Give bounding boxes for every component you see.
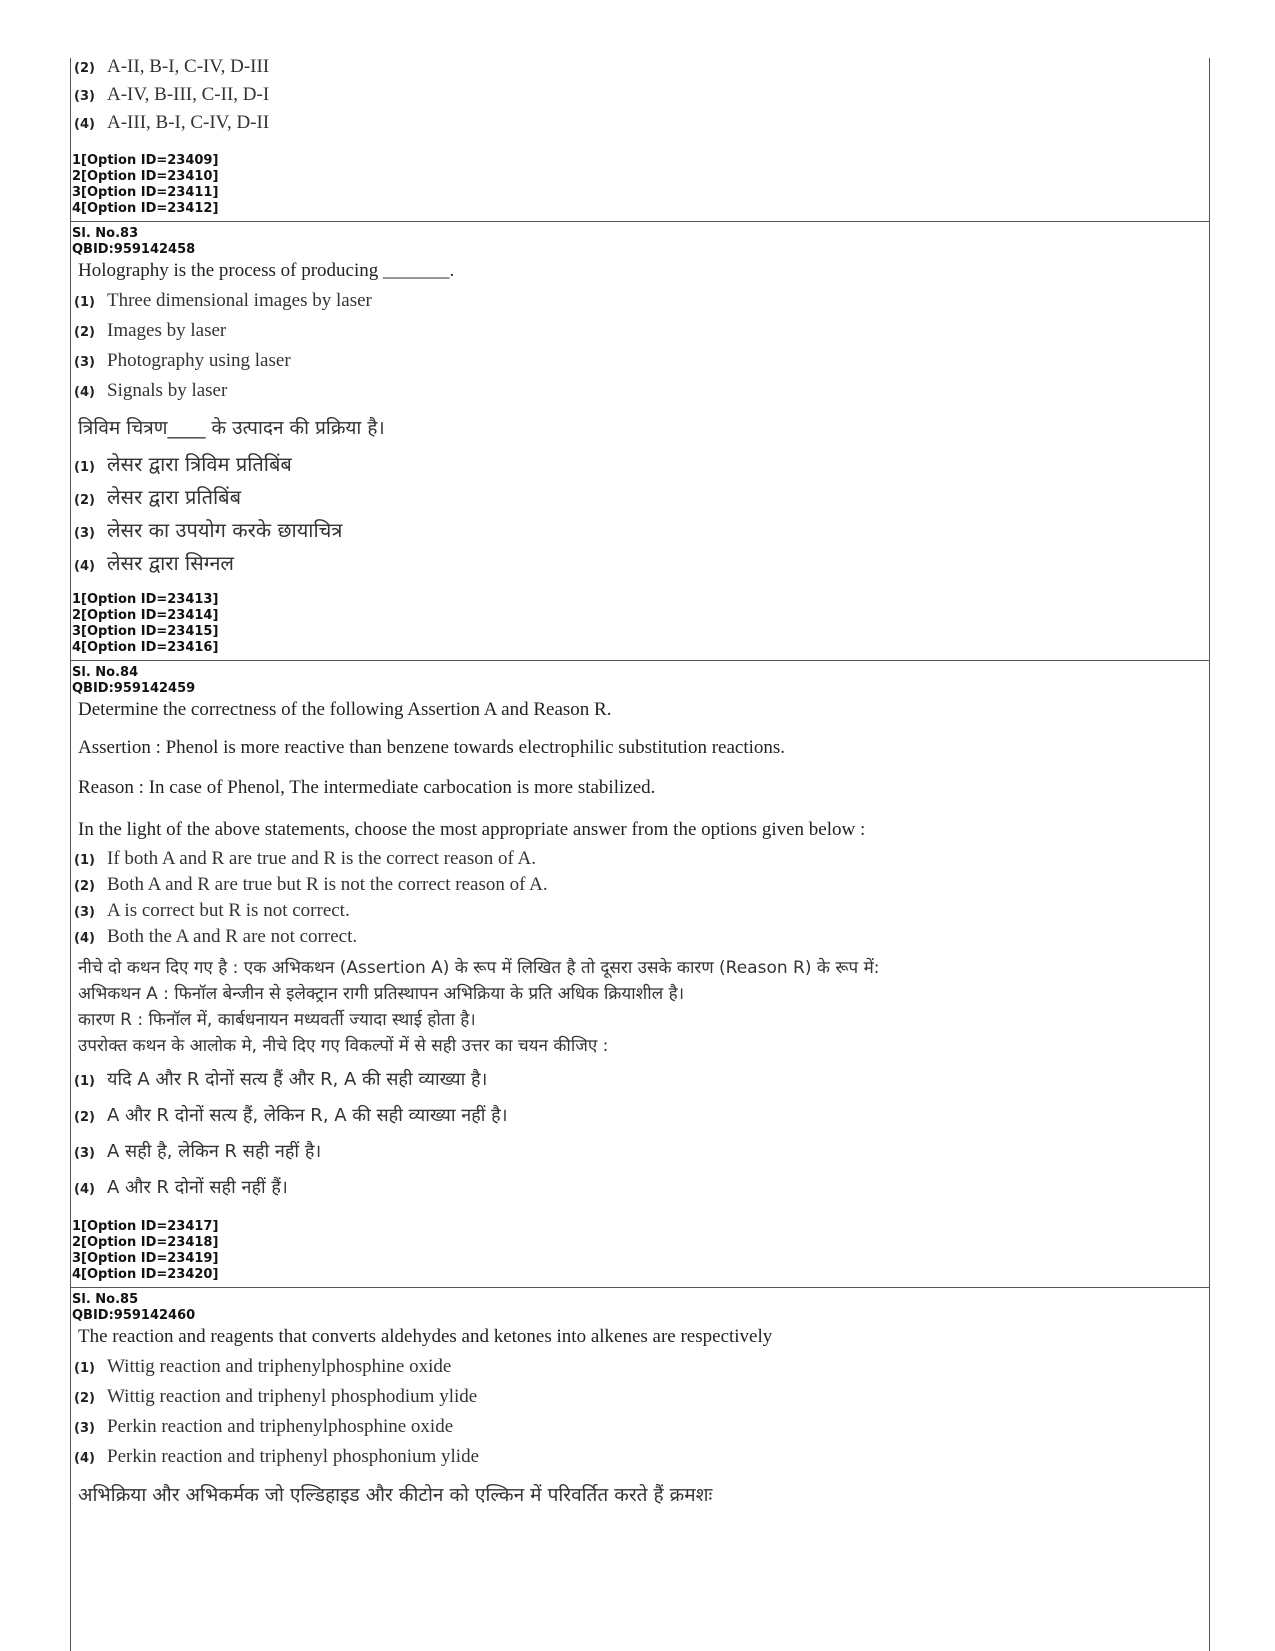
question-divider: [70, 1287, 1210, 1288]
option-3: (3) A-IV, B-III, C-II, D-I: [74, 84, 270, 105]
option-4-hindi: (4) लेसर द्वारा सिग्नल: [74, 551, 234, 575]
question-header: Sl. No.83 QBID:959142458: [72, 226, 196, 257]
option-3: (3) A is correct but R is not correct.: [74, 900, 350, 921]
option-2: (2) Wittig reaction and triphenyl phosphodium ylide: [74, 1386, 478, 1407]
option-4: (4) Both the A and R are not correct.: [74, 926, 358, 947]
option-4: (4) Perkin reaction and triphenyl phosphonium ylide: [74, 1446, 480, 1467]
option-4: (4) Signals by laser: [74, 380, 228, 401]
option-3: (3) Perkin reaction and triphenylphosphine oxide: [74, 1416, 454, 1437]
question-text: The reaction and reagents that converts aldehydes and ketones into alkenes are respectively: [78, 1326, 773, 1347]
instruction-text: In the light of the above statements, choose the most appropriate answer from the options given below :: [78, 819, 866, 840]
hindi-intro-text: नीचे दो कथन दिए गए है : एक अभिकथन (Assertion A) के रूप में लिखित है तो दूसरा उसके कारण (Reason R) के रूप में:: [78, 958, 880, 978]
hindi-reason-text: कारण R : फिनॉल में, कार्बधनायन मध्यवर्ती ज्यादा स्थाई होता है।: [78, 1010, 476, 1030]
option-1: (1) If both A and R are true and R is the correct reason of A.: [74, 848, 536, 869]
option-1-hindi: (1) यदि A और R दोनों सत्य हैं और R, A की सही व्याख्या है।: [74, 1069, 488, 1090]
reason-text: Reason : In case of Phenol, The intermediate carbocation is more stabilized.: [78, 777, 656, 798]
question-divider: [70, 221, 1210, 222]
option-1: (1) Three dimensional images by laser: [74, 290, 372, 311]
hindi-instruction-text: उपरोक्त कथन के आलोक मे, नीचे दिए गए विकल्पों में से सही उत्तर का चयन कीजिए :: [78, 1036, 609, 1056]
question-text-hindi: त्रिविम चित्रण____ के उत्पादन की प्रक्रिया है।: [78, 417, 385, 439]
option-2: (2) A-II, B-I, C-IV, D-III: [74, 56, 270, 77]
option-4-hindi: (4) A और R दोनों सही नहीं हैं।: [74, 1177, 288, 1198]
option-2-hindi: (2) लेसर द्वारा प्रतिबिंब: [74, 485, 241, 509]
option-2: (2) Images by laser: [74, 320, 227, 341]
option-1: (1) Wittig reaction and triphenylphosphine oxide: [74, 1356, 452, 1377]
option-3-hindi: (3) लेसर का उपयोग करके छायाचित्र: [74, 518, 343, 542]
option-ids: 1[Option ID=23417] 2[Option ID=23418] 3[Option ID=23419] 4[Option ID=23420]: [72, 1219, 219, 1282]
option-3: (3) Photography using laser: [74, 350, 291, 371]
question-header: Sl. No.85 QBID:959142460: [72, 1292, 196, 1323]
question-text: Holography is the process of producing _______.: [78, 260, 455, 281]
assertion-text: Assertion : Phenol is more reactive than benzene towards electrophilic substitution reactions.: [78, 737, 786, 758]
option-2-hindi: (2) A और R दोनों सत्य हैं, लेकिन R, A की सही व्याख्या नहीं है।: [74, 1105, 508, 1126]
question-text-hindi: अभिक्रिया और अभिकर्मक जो एल्डिहाइड और कीटोन को एल्किन में परिवर्तित करते हैं क्रमशः: [78, 1484, 713, 1506]
question-divider: [70, 660, 1210, 661]
question-header: Sl. No.84 QBID:959142459: [72, 665, 196, 696]
option-ids: 1[Option ID=23409] 2[Option ID=23410] 3[Option ID=23411] 4[Option ID=23412]: [72, 153, 219, 216]
option-2: (2) Both A and R are true but R is not the correct reason of A.: [74, 874, 548, 895]
option-ids: 1[Option ID=23413] 2[Option ID=23414] 3[Option ID=23415] 4[Option ID=23416]: [72, 592, 219, 655]
hindi-assertion-text: अभिकथन A : फिनॉल बेन्जीन से इलेक्ट्रान रागी प्रतिस्थापन अभिक्रिया के प्रति अधिक क्रियाशील है।: [78, 984, 685, 1004]
question-text: Determine the correctness of the following Assertion A and Reason R.: [78, 699, 612, 720]
option-3-hindi: (3) A सही है, लेकिन R सही नहीं है।: [74, 1141, 322, 1162]
option-4: (4) A-III, B-I, C-IV, D-II: [74, 112, 270, 133]
option-1-hindi: (1) लेसर द्वारा त्रिविम प्रतिबिंब: [74, 452, 292, 476]
